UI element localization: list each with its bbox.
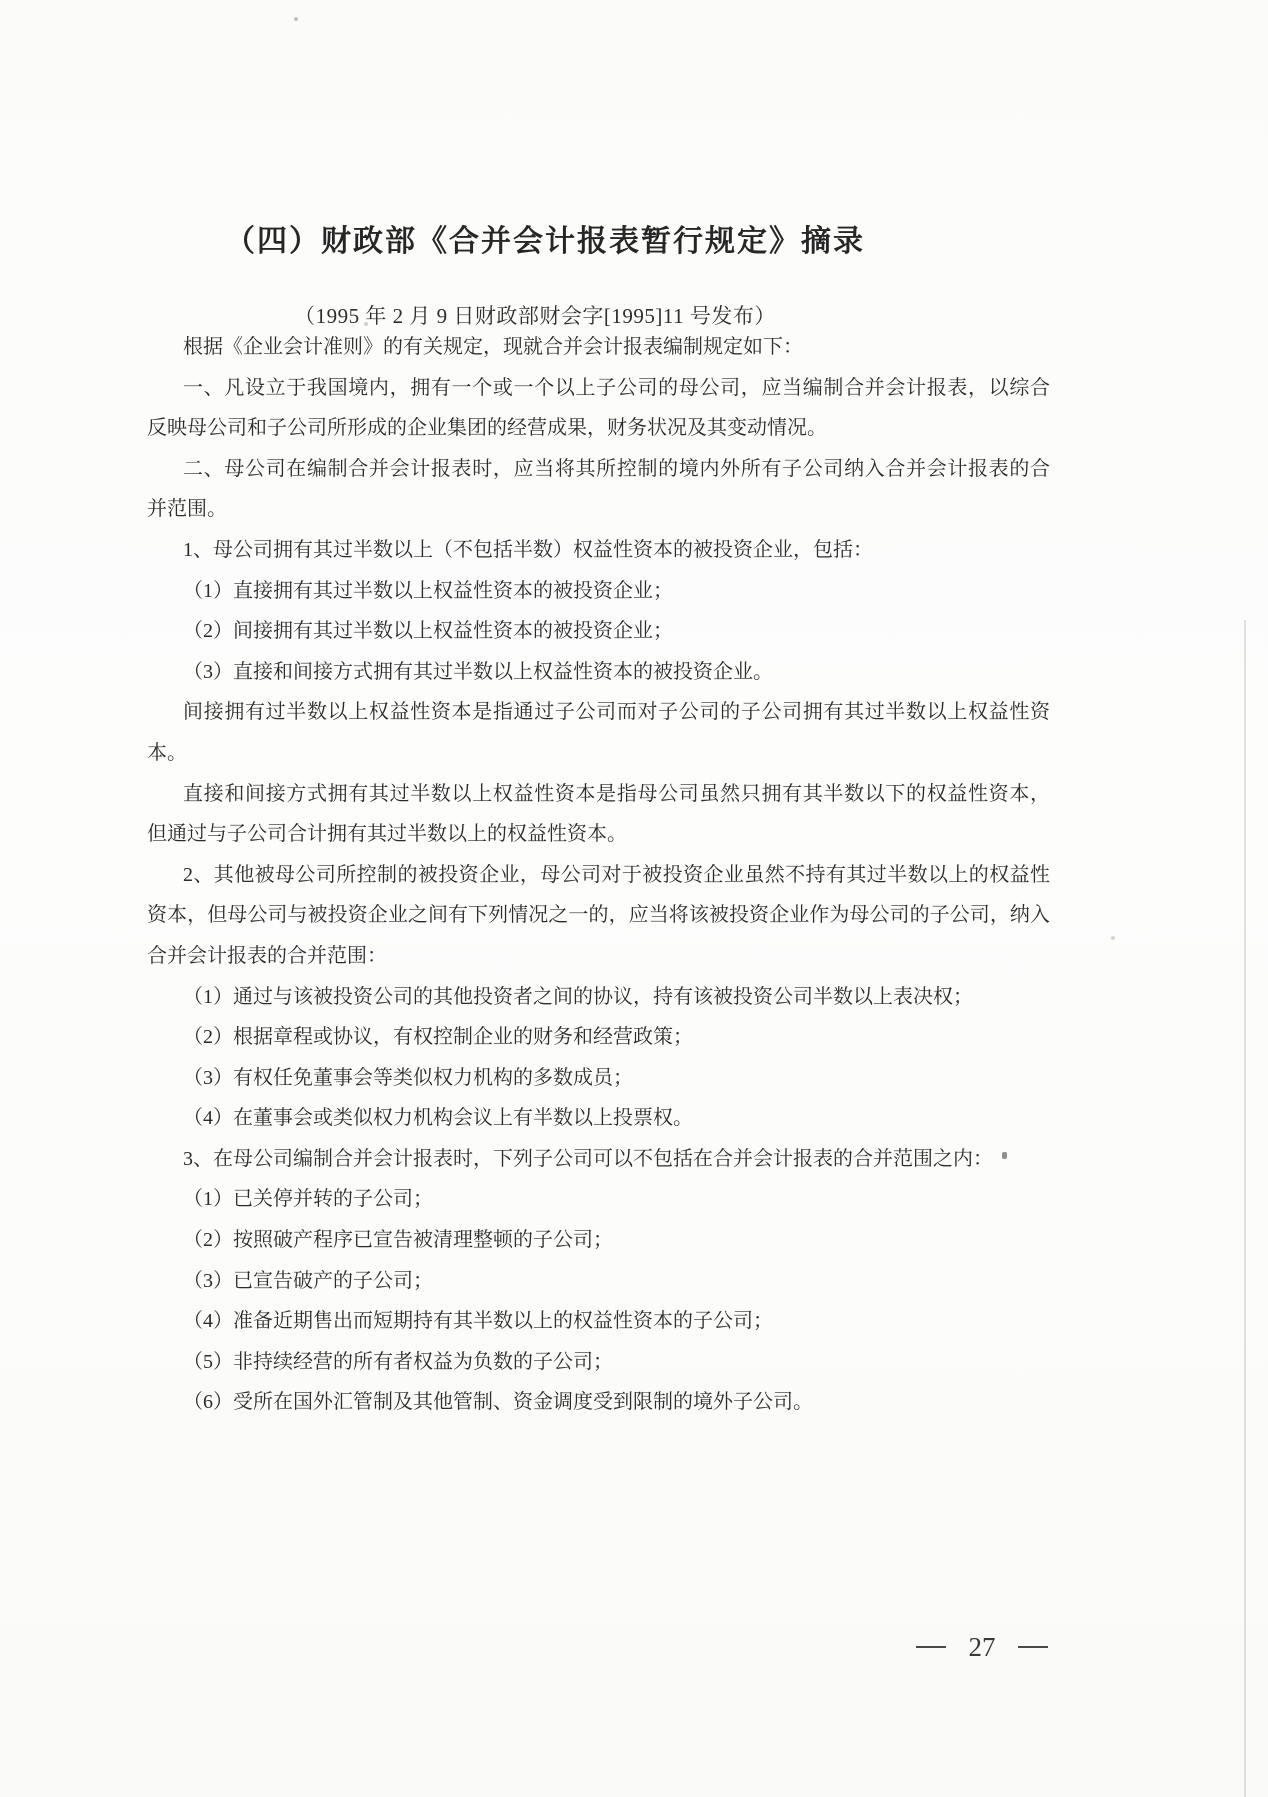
- text-line: （6）受所在国外汇管制及其他管制、资金调度受到限制的境外子公司。: [183, 1391, 813, 1414]
- text-line: 反映母公司和子公司所形成的企业集团的经营成果，财务状况及其变动情况。: [147, 417, 827, 440]
- page-title: （四）财政部《合并会计报表暂行规定》摘录: [225, 225, 865, 258]
- text-line: 直接和间接方式拥有其过半数以上权益性资本是指母公司虽然只拥有其半数以下的权益性资本，: [183, 782, 1050, 805]
- footer-dash-left: [916, 1646, 946, 1648]
- text-line: 3、在母公司编制合并会计报表时，下列子公司可以不包括在合并会计报表的合并范围之内：: [183, 1147, 993, 1170]
- text-line: （3）直接和间接方式拥有其过半数以上权益性资本的被投资企业。: [183, 660, 773, 683]
- text-line: （4）在董事会或类似权力机构会议上有半数以上投票权。: [183, 1107, 693, 1130]
- text-line: （5）非持续经营的所有者权益为负数的子公司；: [183, 1350, 613, 1373]
- text-line: （1）直接拥有其过半数以上权益性资本的被投资企业；: [183, 579, 673, 602]
- scan-crease-line: [1244, 620, 1246, 1797]
- text-line: （4）准备近期售出而短期持有其半数以上的权益性资本的子公司；: [183, 1310, 773, 1333]
- text-line: （1）已关停并转的子公司；: [183, 1188, 433, 1211]
- document-body: [147, 327, 1050, 1423]
- text-line: 2、其他被母公司所控制的被投资企业，母公司对于被投资企业虽然不持有其过半数以上的权益性: [183, 863, 1050, 886]
- text-line: 并范围。: [147, 498, 227, 521]
- scan-speck: [294, 17, 298, 21]
- text-line: 资本，但母公司与被投资企业之间有下列情况之一的，应当将该被投资企业作为母公司的子公司，纳入: [147, 904, 1050, 927]
- text-line: 根据《企业会计准则》的有关规定，现就合并会计报表编制规定如下：: [183, 336, 803, 358]
- issuance-note: （1995 年 2 月 9 日财政部财会字[1995]11 号发布）: [294, 304, 776, 328]
- footer-dash-right: [1018, 1646, 1048, 1648]
- text-line: （3）已宣告破产的子公司；: [183, 1269, 433, 1292]
- text-line: 一、凡设立于我国境内，拥有一个或一个以上子公司的母公司，应当编制合并会计报表，以综合: [183, 376, 1050, 399]
- text-line: （3）有权任免董事会等类似权力机构的多数成员；: [183, 1066, 633, 1089]
- text-line: 合并会计报表的合并范围：: [147, 944, 387, 967]
- text-line: 本。: [147, 741, 187, 764]
- text-line: （1）通过与该被投资公司的其他投资者之间的协议，持有该被投资公司半数以上表决权；: [183, 985, 973, 1008]
- text-line: 间接拥有过半数以上权益性资本是指通过子公司而对子公司的子公司拥有其过半数以上权益性资: [183, 701, 1050, 724]
- scan-speck: [1111, 936, 1115, 940]
- text-line: （2）根据章程或协议，有权控制企业的财务和经营政策；: [183, 1026, 693, 1049]
- page-number: 27: [968, 1632, 996, 1662]
- text-line: （2）按照破产程序已宣告被清理整顿的子公司；: [183, 1229, 613, 1252]
- text-line: 1、母公司拥有其过半数以上（不包括半数）权益性资本的被投资企业，包括：: [183, 538, 873, 561]
- text-line: （2）间接拥有其过半数以上权益性资本的被投资企业；: [183, 620, 673, 643]
- text-line: 但通过与子公司合计拥有其过半数以上的权益性资本。: [147, 823, 627, 846]
- text-line: 二、母公司在编制合并会计报表时，应当将其所控制的境内外所有子公司纳入合并会计报表的合: [183, 457, 1050, 480]
- page-footer: [916, 1632, 1048, 1662]
